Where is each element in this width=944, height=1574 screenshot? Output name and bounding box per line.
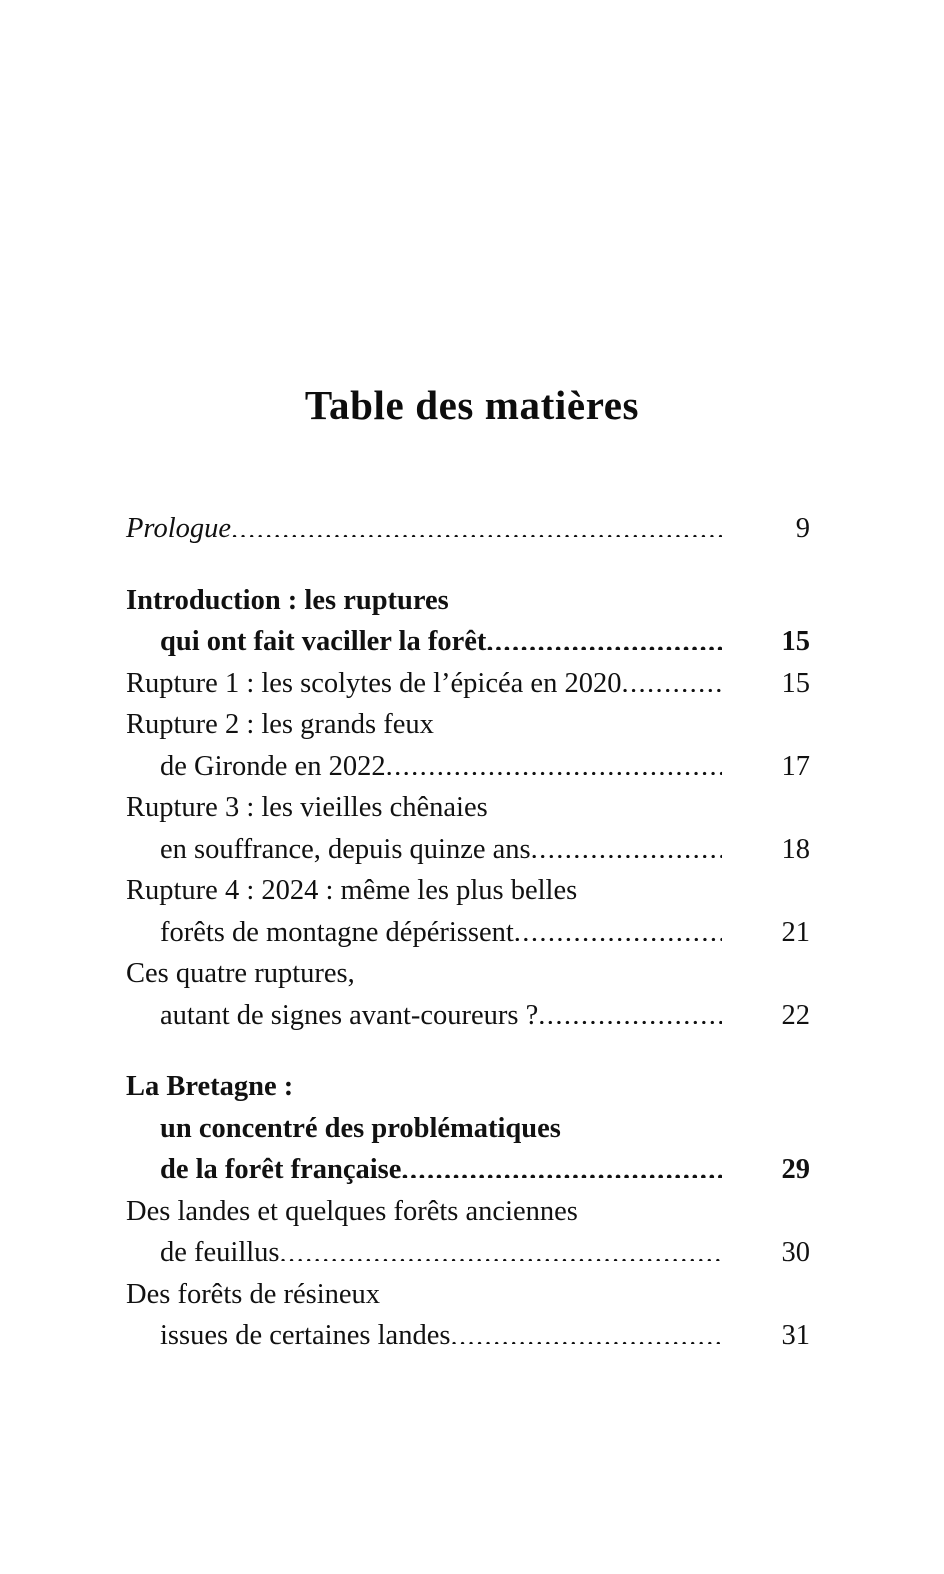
toc-entry-title: de feuillus [160,1237,280,1268]
toc-entry-title: Introduction : les ruptures [126,584,449,616]
toc-dot-leader [434,705,722,734]
toc-dot-leader [531,829,722,858]
toc-entry-line [126,508,810,550]
toc-entry-line [126,1108,810,1150]
toc-entry-rupture-4[interactable] [126,870,810,953]
toc-dot-leader [386,746,722,775]
toc-entry-line [126,870,810,912]
toc-entry-line [126,995,810,1037]
toc-dot-leader [450,1316,722,1345]
toc-dot-leader [621,663,722,692]
toc-entry-rupture-1[interactable] [126,663,810,705]
toc-entry-line [126,1066,810,1108]
toc-entry-title: La Bretagne : [126,1071,294,1102]
toc-entry-line [126,1149,810,1191]
toc-dot-leader [280,1233,722,1262]
toc-entry-title: Des forêts de résineux [126,1278,381,1310]
toc-entry-line [126,663,810,705]
toc-entry-title: Rupture 4 : 2024 : même les plus belles [126,875,578,906]
toc-dot-leader [401,1150,722,1179]
toc-dot-leader [486,622,722,651]
toc-entry-title: en souffrance, depuis quinze ans [160,833,531,865]
toc-dot-leader [380,1274,722,1303]
toc-page-number: 31 [781,1320,810,1351]
toc-entry-title: autant de signes avant-coureurs ? [160,999,539,1031]
toc-entry-title: Prologue [126,513,232,544]
toc-entry-line [126,1191,810,1233]
toc-entry-title: Des landes et quelques forêts anciennes [126,1195,578,1227]
toc-entry-title: un concentré des problématiques [160,1112,561,1144]
toc-entry-title: qui ont fait vaciller la forêt [160,626,487,657]
toc-entry-title: de la forêt française [160,1154,402,1185]
toc-dot-leader [293,1067,722,1096]
toc-page-number: 29 [781,1154,810,1185]
toc-page-number: 15 [781,667,810,699]
toc-entry-line [126,1315,810,1357]
toc-entry-title: issues de certaines landes [160,1320,451,1351]
toc-dot-leader [514,912,722,941]
toc-page-number: 17 [781,750,810,782]
toc-entry-ces-quatre-ruptures[interactable] [126,953,810,1036]
toc-page-number: 22 [781,999,810,1031]
toc-dot-leader [231,509,722,538]
toc-entry-la-bretagne[interactable] [126,1066,810,1191]
page-title: Table des matières [304,382,640,429]
toc-entry-title: de Gironde en 2022 [160,750,386,782]
toc-entry-line [126,1232,810,1274]
toc-entry-line [126,953,810,995]
toc-entry-title: Ces quatre ruptures, [126,958,355,989]
toc-entry-des-landes-forets-anciennes[interactable] [126,1191,810,1274]
toc-entry-line [126,912,810,954]
toc-entry-line [126,580,810,622]
toc-entry-rupture-3[interactable] [126,787,810,870]
toc-dot-leader [561,1108,722,1137]
toc-dot-leader [449,580,722,609]
toc-entry-title: Rupture 2 : les grands feux [126,709,434,740]
toc-entry-rupture-2[interactable] [126,704,810,787]
toc-entry-line [126,746,810,788]
toc-dot-leader [577,871,722,900]
toc-page-number: 18 [781,833,810,865]
toc-entry-line [126,1274,810,1316]
toc-entry-title: Rupture 3 : les vieilles chênaies [126,792,488,823]
toc-entry-introduction[interactable] [126,580,810,663]
toc-dot-leader [355,954,722,983]
toc-entry-des-forets-de-resineux[interactable] [126,1274,810,1357]
toc-entry-line [126,621,810,663]
toc-page-number: 15 [781,626,810,657]
toc-dot-leader [488,788,722,817]
toc-entry-prologue[interactable] [126,508,810,550]
toc-entry-title: Rupture 1 : les scolytes de l’épicéa en 2020 [126,667,622,699]
toc-entry-line [126,704,810,746]
toc-page-number: 30 [781,1237,810,1268]
toc-entry-line [126,787,810,829]
toc-dot-leader [578,1191,722,1220]
toc-entry-title: forêts de montagne dépérissent [160,916,514,948]
toc-page-number: 21 [781,916,810,948]
toc-entry-line [126,829,810,871]
table-of-contents-list [126,508,810,1357]
toc-dot-leader [538,995,722,1024]
toc-page-number: 9 [795,513,810,544]
